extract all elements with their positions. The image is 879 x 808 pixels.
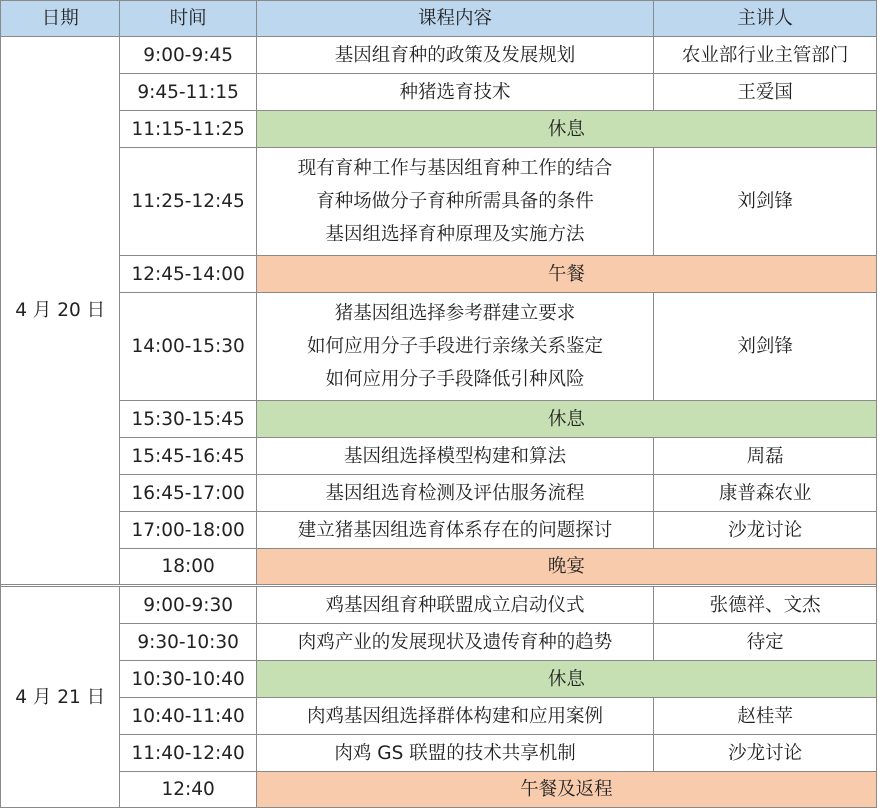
- meal-cell: 午餐: [256, 256, 876, 293]
- table-row: [1, 549, 877, 585]
- content-line: 如何应用分子手段降低引种风险: [325, 369, 585, 390]
- content-cell: 建立猪基因组选育体系存在的问题探讨: [256, 512, 653, 549]
- content-cell: 基因组选育检测及评估服务流程: [256, 475, 653, 512]
- table-row: [1, 148, 877, 256]
- speaker-cell: 农业部行业主管部门: [654, 37, 877, 74]
- date-cell: 4 月 20 日: [1, 37, 120, 585]
- meal-cell: 晚宴: [256, 549, 876, 585]
- table-row: [1, 772, 877, 808]
- time-cell: 9:45-11:15: [120, 74, 256, 111]
- content-cell: 鸡基因组育种联盟成立启动仪式: [256, 587, 653, 624]
- time-cell: 15:45-16:45: [120, 438, 256, 475]
- time-cell: 14:00-15:30: [120, 293, 256, 401]
- speaker-cell: 刘剑锋: [654, 148, 877, 256]
- schedule-body: [1, 37, 877, 808]
- speaker-cell: 张德祥、文杰: [654, 587, 877, 624]
- time-cell: 9:00-9:45: [120, 37, 256, 74]
- speaker-cell: 康普森农业: [654, 475, 877, 512]
- content-cell: 肉鸡基因组选择群体构建和应用案例: [256, 698, 653, 735]
- time-cell: 18:00: [120, 549, 256, 585]
- break-cell: 休息: [256, 401, 876, 438]
- break-cell: 休息: [256, 661, 876, 698]
- content-cell: 肉鸡产业的发展现状及遗传育种的趋势: [256, 624, 653, 661]
- speaker-cell: 王爱国: [654, 74, 877, 111]
- table-row: [1, 401, 877, 438]
- time-cell: 10:30-10:40: [120, 661, 256, 698]
- table-row: [1, 512, 877, 549]
- content-cell: 种猪选育技术: [256, 74, 653, 111]
- table-row: [1, 624, 877, 661]
- time-cell: 10:40-11:40: [120, 698, 256, 735]
- table-row: [1, 735, 877, 772]
- time-cell: 11:40-12:40: [120, 735, 256, 772]
- speaker-cell: 待定: [654, 624, 877, 661]
- table-row: [1, 37, 877, 74]
- time-cell: 15:30-15:45: [120, 401, 256, 438]
- header-time: 时间: [120, 1, 256, 37]
- table-row: [1, 698, 877, 735]
- time-cell: 9:30-10:30: [120, 624, 256, 661]
- content-line: 育种场做分子育种所需具备的条件: [316, 191, 594, 212]
- table-row: [1, 475, 877, 512]
- time-cell: 12:45-14:00: [120, 256, 256, 293]
- content-line: 如何应用分子手段进行亲缘关系鉴定: [307, 336, 604, 357]
- break-cell: 休息: [256, 111, 876, 148]
- speaker-cell: 赵桂苹: [654, 698, 877, 735]
- table-row: [1, 661, 877, 698]
- table-row: [1, 111, 877, 148]
- content-cell: 基因组育种的政策及发展规划: [256, 37, 653, 74]
- speaker-cell: 刘剑锋: [654, 293, 877, 401]
- content-line: 基因组选择育种原理及实施方法: [325, 224, 585, 245]
- table-row: [1, 438, 877, 475]
- speaker-cell: 沙龙讨论: [654, 512, 877, 549]
- meal-cell: 午餐及返程: [256, 772, 876, 808]
- date-cell: 4 月 21 日: [1, 587, 120, 808]
- time-cell: 17:00-18:00: [120, 512, 256, 549]
- table-row: [1, 256, 877, 293]
- content-cell: [256, 148, 653, 256]
- time-cell: 9:00-9:30: [120, 587, 256, 624]
- table-row: [1, 587, 877, 624]
- header-content: 课程内容: [256, 1, 653, 37]
- time-cell: 12:40: [120, 772, 256, 808]
- time-cell: 11:15-11:25: [120, 111, 256, 148]
- table-row: [1, 293, 877, 401]
- speaker-cell: 周磊: [654, 438, 877, 475]
- table-row: [1, 74, 877, 111]
- header-speaker: 主讲人: [654, 1, 877, 37]
- content-cell: 肉鸡 GS 联盟的技术共享机制: [256, 735, 653, 772]
- time-cell: 16:45-17:00: [120, 475, 256, 512]
- content-cell: 基因组选择模型构建和算法: [256, 438, 653, 475]
- header-row: [1, 1, 877, 37]
- content-line: 现有育种工作与基因组育种工作的结合: [297, 158, 613, 179]
- content-line: 猪基因组选择参考群建立要求: [334, 303, 576, 324]
- time-cell: 11:25-12:45: [120, 148, 256, 256]
- speaker-cell: 沙龙讨论: [654, 735, 877, 772]
- header-date: 日期: [1, 1, 120, 37]
- content-cell: [256, 293, 653, 401]
